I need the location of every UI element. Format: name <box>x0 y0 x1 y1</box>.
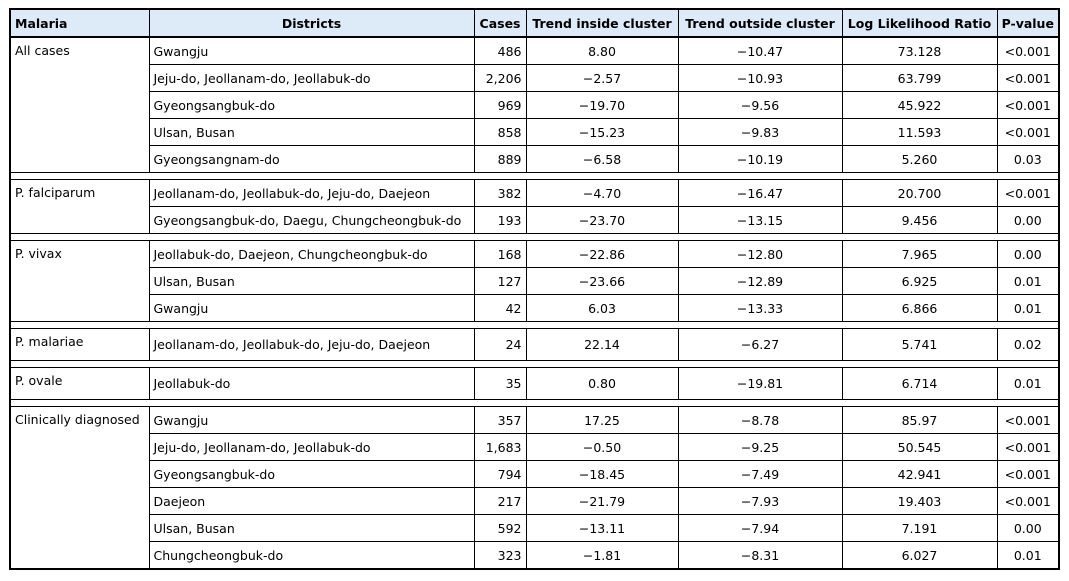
table-row <box>10 180 1059 207</box>
table-row <box>10 488 1059 515</box>
table-row <box>10 542 1059 570</box>
district-cell: Gyeongsangbuk-do, Daegu, Chungcheongbuk-do <box>149 207 474 234</box>
malaria-cluster-table <box>9 8 1060 570</box>
table-row <box>10 241 1059 268</box>
llr-cell: 5.741 <box>842 329 997 361</box>
p-value-cell: 0.01 <box>997 268 1059 295</box>
llr-cell: 9.456 <box>842 207 997 234</box>
district-cell: Chungcheongbuk-do <box>149 542 474 570</box>
trend-outside-cell: −7.93 <box>678 488 842 515</box>
trend-inside-cell: −21.79 <box>526 488 678 515</box>
table-row <box>10 515 1059 542</box>
llr-cell: 50.545 <box>842 434 997 461</box>
llr-cell: 19.403 <box>842 488 997 515</box>
cases-cell: 193 <box>474 207 526 234</box>
malaria-group-cell: P. malariae <box>10 329 149 361</box>
cases-cell: 592 <box>474 515 526 542</box>
p-value-cell: <0.001 <box>997 461 1059 488</box>
header-cases: Cases <box>474 9 526 37</box>
llr-cell: 73.128 <box>842 37 997 65</box>
header-malaria: Malaria <box>10 9 149 37</box>
cases-cell: 35 <box>474 368 526 400</box>
llr-cell: 7.965 <box>842 241 997 268</box>
district-cell: Gyeongsangnam-do <box>149 146 474 173</box>
p-value-cell: 0.01 <box>997 368 1059 400</box>
cases-cell: 127 <box>474 268 526 295</box>
llr-cell: 20.700 <box>842 180 997 207</box>
p-value-cell: 0.00 <box>997 515 1059 542</box>
trend-outside-cell: −6.27 <box>678 329 842 361</box>
trend-outside-cell: −9.83 <box>678 119 842 146</box>
cases-cell: 382 <box>474 180 526 207</box>
district-cell: Gwangju <box>149 295 474 322</box>
p-value-cell: <0.001 <box>997 180 1059 207</box>
trend-inside-cell: −4.70 <box>526 180 678 207</box>
header-districts: Districts <box>149 9 474 37</box>
trend-inside-cell: −2.57 <box>526 65 678 92</box>
malaria-group-cell: P. falciparum <box>10 180 149 234</box>
p-value-cell: <0.001 <box>997 119 1059 146</box>
table-header <box>10 9 1059 37</box>
malaria-group-cell: All cases <box>10 37 149 173</box>
llr-cell: 6.027 <box>842 542 997 570</box>
trend-inside-cell: −22.86 <box>526 241 678 268</box>
trend-inside-cell: −13.11 <box>526 515 678 542</box>
trend-inside-cell: 8.80 <box>526 37 678 65</box>
trend-outside-cell: −12.80 <box>678 241 842 268</box>
separator-cell <box>10 361 1059 368</box>
p-value-cell: 0.01 <box>997 542 1059 570</box>
trend-outside-cell: −7.49 <box>678 461 842 488</box>
table-row <box>10 407 1059 434</box>
header-row <box>10 9 1059 37</box>
p-value-cell: <0.001 <box>997 407 1059 434</box>
llr-cell: 6.714 <box>842 368 997 400</box>
cases-cell: 889 <box>474 146 526 173</box>
p-value-cell: <0.001 <box>997 434 1059 461</box>
table-row <box>10 329 1059 361</box>
trend-inside-cell: −19.70 <box>526 92 678 119</box>
p-value-cell: 0.01 <box>997 295 1059 322</box>
trend-outside-cell: −9.25 <box>678 434 842 461</box>
district-cell: Ulsan, Busan <box>149 119 474 146</box>
malaria-group-cell: P. ovale <box>10 368 149 400</box>
cases-cell: 486 <box>474 37 526 65</box>
group-separator <box>10 173 1059 180</box>
district-cell: Daejeon <box>149 488 474 515</box>
llr-cell: 42.941 <box>842 461 997 488</box>
district-cell: Ulsan, Busan <box>149 268 474 295</box>
llr-cell: 6.866 <box>842 295 997 322</box>
malaria-group-cell: P. vivax <box>10 241 149 322</box>
p-value-cell: 0.03 <box>997 146 1059 173</box>
trend-outside-cell: −12.89 <box>678 268 842 295</box>
cases-cell: 969 <box>474 92 526 119</box>
trend-inside-cell: 0.80 <box>526 368 678 400</box>
trend-outside-cell: −13.15 <box>678 207 842 234</box>
trend-outside-cell: −13.33 <box>678 295 842 322</box>
header-trend-outside: Trend outside cluster <box>678 9 842 37</box>
cases-cell: 217 <box>474 488 526 515</box>
separator-cell <box>10 234 1059 241</box>
trend-outside-cell: −19.81 <box>678 368 842 400</box>
p-value-cell: 0.02 <box>997 329 1059 361</box>
header-llr: Log Likelihood Ratio <box>842 9 997 37</box>
header-p-value: P-value <box>997 9 1059 37</box>
malaria-group-cell: Clinically diagnosed <box>10 407 149 570</box>
trend-outside-cell: −9.56 <box>678 92 842 119</box>
trend-inside-cell: 6.03 <box>526 295 678 322</box>
trend-outside-cell: −10.19 <box>678 146 842 173</box>
llr-cell: 6.925 <box>842 268 997 295</box>
trend-inside-cell: −0.50 <box>526 434 678 461</box>
trend-inside-cell: −15.23 <box>526 119 678 146</box>
trend-inside-cell: −23.66 <box>526 268 678 295</box>
district-cell: Jeju-do, Jeollanam-do, Jeollabuk-do <box>149 65 474 92</box>
cases-cell: 24 <box>474 329 526 361</box>
separator-cell <box>10 173 1059 180</box>
trend-inside-cell: 22.14 <box>526 329 678 361</box>
trend-outside-cell: −16.47 <box>678 180 842 207</box>
cases-cell: 1,683 <box>474 434 526 461</box>
district-cell: Jeollanam-do, Jeollabuk-do, Jeju-do, Daejeon <box>149 329 474 361</box>
trend-outside-cell: −10.93 <box>678 65 842 92</box>
llr-cell: 85.97 <box>842 407 997 434</box>
llr-cell: 45.922 <box>842 92 997 119</box>
table-row <box>10 146 1059 173</box>
table-row <box>10 461 1059 488</box>
table-row <box>10 37 1059 65</box>
district-cell: Gyeongsangbuk-do <box>149 92 474 119</box>
group-separator <box>10 361 1059 368</box>
cases-cell: 323 <box>474 542 526 570</box>
trend-outside-cell: −7.94 <box>678 515 842 542</box>
cases-cell: 858 <box>474 119 526 146</box>
table-row <box>10 119 1059 146</box>
table-body <box>10 37 1059 569</box>
district-cell: Jeju-do, Jeollanam-do, Jeollabuk-do <box>149 434 474 461</box>
trend-inside-cell: 17.25 <box>526 407 678 434</box>
trend-inside-cell: −6.58 <box>526 146 678 173</box>
trend-outside-cell: −10.47 <box>678 37 842 65</box>
district-cell: Jeollanam-do, Jeollabuk-do, Jeju-do, Daejeon <box>149 180 474 207</box>
district-cell: Gwangju <box>149 407 474 434</box>
table-row <box>10 295 1059 322</box>
llr-cell: 63.799 <box>842 65 997 92</box>
cases-cell: 794 <box>474 461 526 488</box>
district-cell: Gyeongsangbuk-do <box>149 461 474 488</box>
trend-inside-cell: −1.81 <box>526 542 678 570</box>
table-row <box>10 65 1059 92</box>
p-value-cell: <0.001 <box>997 488 1059 515</box>
p-value-cell: 0.00 <box>997 207 1059 234</box>
district-cell: Jeollabuk-do, Daejeon, Chungcheongbuk-do <box>149 241 474 268</box>
group-separator <box>10 400 1059 407</box>
trend-inside-cell: −23.70 <box>526 207 678 234</box>
llr-cell: 5.260 <box>842 146 997 173</box>
trend-inside-cell: −18.45 <box>526 461 678 488</box>
p-value-cell: 0.00 <box>997 241 1059 268</box>
p-value-cell: <0.001 <box>997 92 1059 119</box>
cases-cell: 2,206 <box>474 65 526 92</box>
llr-cell: 7.191 <box>842 515 997 542</box>
separator-cell <box>10 400 1059 407</box>
table-row <box>10 368 1059 400</box>
llr-cell: 11.593 <box>842 119 997 146</box>
table-row <box>10 207 1059 234</box>
header-trend-inside: Trend inside cluster <box>526 9 678 37</box>
p-value-cell: <0.001 <box>997 37 1059 65</box>
group-separator <box>10 234 1059 241</box>
trend-outside-cell: −8.78 <box>678 407 842 434</box>
cases-cell: 357 <box>474 407 526 434</box>
trend-outside-cell: −8.31 <box>678 542 842 570</box>
p-value-cell: <0.001 <box>997 65 1059 92</box>
cases-cell: 168 <box>474 241 526 268</box>
district-cell: Ulsan, Busan <box>149 515 474 542</box>
table-row <box>10 92 1059 119</box>
table-row <box>10 434 1059 461</box>
district-cell: Jeollabuk-do <box>149 368 474 400</box>
separator-cell <box>10 322 1059 329</box>
district-cell: Gwangju <box>149 37 474 65</box>
table-row <box>10 268 1059 295</box>
group-separator <box>10 322 1059 329</box>
cases-cell: 42 <box>474 295 526 322</box>
